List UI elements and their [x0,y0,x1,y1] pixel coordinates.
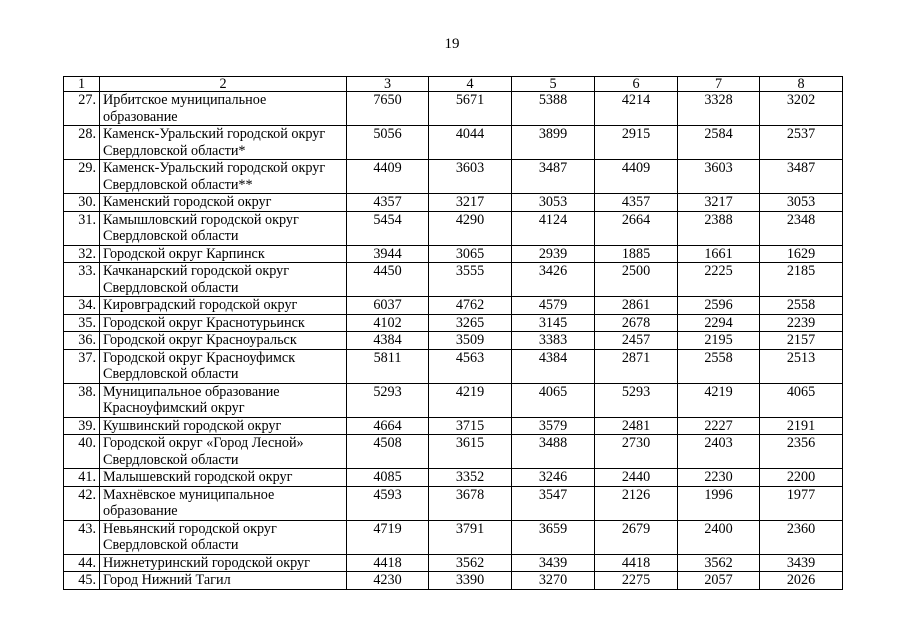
table-row [64,92,843,126]
value-cell: 3390 [429,572,512,590]
municipality-name-cell: Малышевский городской округ [100,469,347,487]
value-cell: 2230 [678,469,760,487]
value-cell: 3065 [429,245,512,263]
value-cell: 4579 [512,297,595,315]
value-cell: 2185 [760,263,843,297]
value-cell: 2537 [760,126,843,160]
municipality-name-cell: Ирбитское муниципальное образование [100,92,347,126]
value-cell: 1977 [760,486,843,520]
value-cell: 1629 [760,245,843,263]
municipality-name-cell: Каменский городской округ [100,194,347,212]
value-cell: 2440 [595,469,678,487]
value-cell: 2664 [595,211,678,245]
table-row [64,554,843,572]
value-cell: 3509 [429,332,512,350]
municipality-name-cell: Нижнетуринский городской округ [100,554,347,572]
row-number-cell: 44. [64,554,100,572]
row-number-cell: 38. [64,383,100,417]
value-cell: 2126 [595,486,678,520]
value-cell: 2360 [760,520,843,554]
table-row [64,332,843,350]
value-cell: 2861 [595,297,678,315]
row-number-cell: 42. [64,486,100,520]
table-row [64,520,843,554]
value-cell: 2356 [760,435,843,469]
value-cell: 2584 [678,126,760,160]
value-cell: 5293 [347,383,429,417]
value-cell: 5056 [347,126,429,160]
value-cell: 4085 [347,469,429,487]
value-cell: 3328 [678,92,760,126]
table-row [64,417,843,435]
value-cell: 2227 [678,417,760,435]
value-cell: 4102 [347,314,429,332]
municipality-name-cell: Камышловский городской округ Свердловской области [100,211,347,245]
value-cell: 2403 [678,435,760,469]
value-cell: 4290 [429,211,512,245]
value-cell: 4065 [512,383,595,417]
row-number-cell: 28. [64,126,100,160]
value-cell: 5671 [429,92,512,126]
table-row [64,297,843,315]
municipality-name-cell: Муниципальное образование Красноуфимский округ [100,383,347,417]
value-cell: 2596 [678,297,760,315]
municipality-name-cell: Невьянский городской округ Свердловской области [100,520,347,554]
value-cell: 3383 [512,332,595,350]
value-cell: 4124 [512,211,595,245]
value-cell: 4384 [347,332,429,350]
value-cell: 4230 [347,572,429,590]
row-number-cell: 37. [64,349,100,383]
table-row [64,435,843,469]
row-number-cell: 36. [64,332,100,350]
table-header-row [64,77,843,92]
value-cell: 4409 [347,160,429,194]
value-cell: 3603 [678,160,760,194]
value-cell: 3678 [429,486,512,520]
table-row [64,486,843,520]
value-cell: 3715 [429,417,512,435]
value-cell: 4719 [347,520,429,554]
value-cell: 4384 [512,349,595,383]
value-cell: 4762 [429,297,512,315]
value-cell: 2275 [595,572,678,590]
value-cell: 3439 [512,554,595,572]
value-cell: 3944 [347,245,429,263]
value-cell: 3579 [512,417,595,435]
column-header: 4 [429,77,512,92]
value-cell: 4357 [595,194,678,212]
value-cell: 2191 [760,417,843,435]
value-cell: 2730 [595,435,678,469]
value-cell: 3217 [678,194,760,212]
value-cell: 4357 [347,194,429,212]
value-cell: 3217 [429,194,512,212]
municipality-name-cell: Кировградский городской округ [100,297,347,315]
value-cell: 4065 [760,383,843,417]
value-cell: 2558 [760,297,843,315]
value-cell: 2157 [760,332,843,350]
row-number-cell: 34. [64,297,100,315]
value-cell: 2939 [512,245,595,263]
value-cell: 3053 [512,194,595,212]
value-cell: 2513 [760,349,843,383]
column-header: 1 [64,77,100,92]
value-cell: 2294 [678,314,760,332]
row-number-cell: 32. [64,245,100,263]
value-cell: 3603 [429,160,512,194]
table-row [64,126,843,160]
row-number-cell: 31. [64,211,100,245]
municipality-name-cell: Махнёвское муниципальное образование [100,486,347,520]
value-cell: 4418 [595,554,678,572]
value-cell: 5811 [347,349,429,383]
row-number-cell: 27. [64,92,100,126]
value-cell: 1996 [678,486,760,520]
table-row [64,572,843,590]
value-cell: 3352 [429,469,512,487]
municipality-name-cell: Городской округ Красноуфимск Свердловской области [100,349,347,383]
value-cell: 4409 [595,160,678,194]
table-row [64,314,843,332]
value-cell: 3562 [429,554,512,572]
value-cell: 2348 [760,211,843,245]
value-cell: 3053 [760,194,843,212]
value-cell: 3145 [512,314,595,332]
table-body [64,92,843,590]
row-number-cell: 35. [64,314,100,332]
municipality-name-cell: Городской округ Карпинск [100,245,347,263]
row-number-cell: 43. [64,520,100,554]
value-cell: 3547 [512,486,595,520]
column-header: 6 [595,77,678,92]
table-row [64,211,843,245]
value-cell: 4664 [347,417,429,435]
value-cell: 3488 [512,435,595,469]
value-cell: 3439 [760,554,843,572]
table-row [64,245,843,263]
column-header: 2 [100,77,347,92]
value-cell: 2457 [595,332,678,350]
municipality-name-cell: Каменск-Уральский городской округ Свердловской области* [100,126,347,160]
value-cell: 3246 [512,469,595,487]
row-number-cell: 29. [64,160,100,194]
data-table [63,76,843,590]
value-cell: 5293 [595,383,678,417]
value-cell: 2388 [678,211,760,245]
value-cell: 3791 [429,520,512,554]
column-header: 3 [347,77,429,92]
value-cell: 2871 [595,349,678,383]
table-row [64,160,843,194]
value-cell: 3487 [760,160,843,194]
value-cell: 6037 [347,297,429,315]
value-cell: 1885 [595,245,678,263]
value-cell: 2481 [595,417,678,435]
value-cell: 5454 [347,211,429,245]
municipality-name-cell: Городской округ Краснотурьинск [100,314,347,332]
value-cell: 3615 [429,435,512,469]
row-number-cell: 45. [64,572,100,590]
page-number: 19 [444,36,460,52]
table-row [64,469,843,487]
value-cell: 4593 [347,486,429,520]
value-cell: 3562 [678,554,760,572]
value-cell: 3270 [512,572,595,590]
value-cell: 5388 [512,92,595,126]
row-number-cell: 41. [64,469,100,487]
column-header: 7 [678,77,760,92]
value-cell: 2057 [678,572,760,590]
municipality-name-cell: Город Нижний Тагил [100,572,347,590]
value-cell: 1661 [678,245,760,263]
municipality-name-cell: Городской округ «Город Лесной» Свердловской области [100,435,347,469]
value-cell: 2400 [678,520,760,554]
municipality-name-cell: Качканарский городской округ Свердловской области [100,263,347,297]
value-cell: 2225 [678,263,760,297]
municipality-name-cell: Кушвинский городской округ [100,417,347,435]
value-cell: 2200 [760,469,843,487]
table-row [64,263,843,297]
value-cell: 3555 [429,263,512,297]
column-header: 8 [760,77,843,92]
value-cell: 2195 [678,332,760,350]
table-row [64,349,843,383]
row-number-cell: 30. [64,194,100,212]
value-cell: 2026 [760,572,843,590]
value-cell: 4044 [429,126,512,160]
value-cell: 4219 [429,383,512,417]
value-cell: 3265 [429,314,512,332]
value-cell: 4418 [347,554,429,572]
value-cell: 3899 [512,126,595,160]
value-cell: 3487 [512,160,595,194]
value-cell: 4563 [429,349,512,383]
row-number-cell: 39. [64,417,100,435]
table-row [64,194,843,212]
value-cell: 2558 [678,349,760,383]
value-cell: 3202 [760,92,843,126]
value-cell: 2239 [760,314,843,332]
value-cell: 2500 [595,263,678,297]
value-cell: 2679 [595,520,678,554]
value-cell: 4214 [595,92,678,126]
row-number-cell: 33. [64,263,100,297]
value-cell: 3659 [512,520,595,554]
value-cell: 3426 [512,263,595,297]
row-number-cell: 40. [64,435,100,469]
column-header: 5 [512,77,595,92]
value-cell: 2915 [595,126,678,160]
value-cell: 4508 [347,435,429,469]
value-cell: 4450 [347,263,429,297]
municipality-name-cell: Каменск-Уральский городской округ Свердловской области** [100,160,347,194]
municipality-name-cell: Городской округ Красноуральск [100,332,347,350]
table-row [64,383,843,417]
value-cell: 2678 [595,314,678,332]
value-cell: 7650 [347,92,429,126]
value-cell: 4219 [678,383,760,417]
